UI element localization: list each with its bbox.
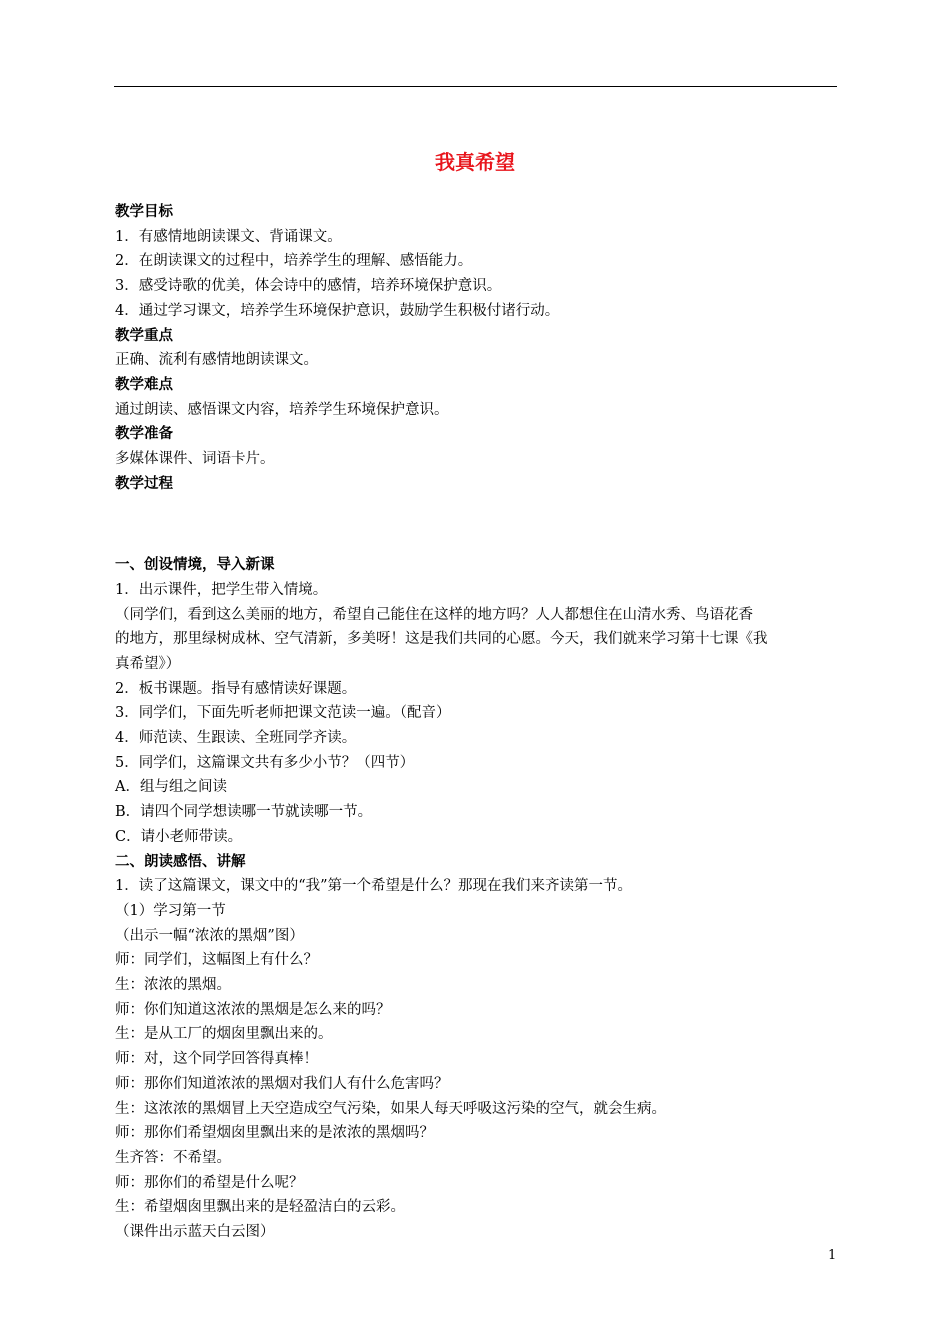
body-line: 师：那你们希望烟囱里飘出来的是浓浓的黑烟吗？ — [115, 1125, 434, 1142]
body-line: 1．读了这篇课文，课文中的“我”第一个希望是什么？那现在我们来齐读第一节。 — [115, 878, 633, 895]
blank-line — [115, 512, 840, 537]
body-line: 1．有感情地朗读课文、背诵课文。 — [115, 228, 342, 245]
body-line: 生：希望烟囱里飘出来的是轻盈洁白的云彩。 — [115, 1199, 405, 1216]
body-line: 生：是从工厂的烟囱里飘出来的。 — [115, 1026, 333, 1043]
body-line: 5．同学们，这篇课文共有多少小节？（四节） — [115, 754, 415, 771]
body-line: （出示一幅“浓浓的黑烟”图） — [115, 927, 304, 944]
body-line: 生：浓浓的黑烟。 — [115, 977, 231, 994]
page-number: 1 — [828, 1248, 837, 1263]
body-line: 的地方，那里绿树成林、空气清新，多美呀！这是我们共同的心愿。今天，我们就来学习第十七课《我 — [115, 631, 768, 648]
body-line: 真希望》） — [115, 655, 181, 672]
body-line: B．请四个同学想读哪一节就读哪一节。 — [115, 804, 373, 821]
section-heading: 二、朗读感悟、讲解 — [115, 853, 246, 870]
body-line: 正确、流利有感情地朗读课文。 — [115, 352, 318, 369]
body-line: 4．通过学习课文，培养学生环境保护意识，鼓励学生积极付诸行动。 — [115, 302, 560, 319]
section-heading: 教学难点 — [115, 376, 173, 393]
body-line: （课件出示蓝天白云图） — [115, 1224, 275, 1241]
body-line: 师：那你们的希望是什么呢？ — [115, 1174, 304, 1191]
section-heading: 一、创设情境，导入新课 — [115, 557, 275, 574]
document-body — [115, 200, 840, 1245]
body-line: A．组与组之间读 — [115, 779, 227, 796]
section-heading: 教学准备 — [115, 426, 173, 443]
body-line: 师：你们知道这浓浓的黑烟是怎么来的吗？ — [115, 1001, 391, 1018]
document-title: 我真希望 — [435, 150, 515, 174]
header-rule — [114, 86, 837, 87]
body-line: 2．板书课题。指导有感情读好课题。 — [115, 680, 357, 697]
body-line: 生齐答：不希望。 — [115, 1150, 231, 1166]
body-line: 生：这浓浓的黑烟冒上天空造成空气污染，如果人每天呼吸这污染的空气，就会生病。 — [115, 1100, 666, 1117]
section-heading: 教学重点 — [115, 327, 173, 344]
body-line: C．请小老师带读。 — [115, 828, 243, 845]
body-line: 多媒体课件、词语卡片。 — [115, 451, 275, 468]
body-line: （同学们，看到这么美丽的地方，希望自己能住在这样的地方吗？人人都想住在山清水秀、鸟语花香 — [115, 606, 753, 623]
section-heading: 教学目标 — [115, 204, 173, 220]
body-line: （1）学习第一节 — [115, 902, 226, 919]
body-line: 3．同学们，下面先听老师把课文范读一遍。（配音） — [115, 705, 451, 722]
section-heading: 教学过程 — [115, 475, 173, 492]
body-line: 2．在朗读课文的过程中，培养学生的理解、感悟能力。 — [115, 253, 473, 270]
body-line: 3．感受诗歌的优美，体会诗中的感情，培养环境保护意识。 — [115, 278, 502, 295]
body-line: 1．出示课件，把学生带入情境。 — [115, 581, 328, 598]
body-line: 师：那你们知道浓浓的黑烟对我们人有什么危害吗？ — [115, 1075, 449, 1092]
body-line: 师：同学们，这幅图上有什么？ — [115, 952, 318, 969]
body-line: 4．师范读、生跟读、全班同学齐读。 — [115, 730, 357, 747]
body-line: 师：对，这个同学回答得真棒！ — [115, 1051, 318, 1068]
body-line: 通过朗读、感悟课文内容，培养学生环境保护意识。 — [115, 401, 449, 418]
